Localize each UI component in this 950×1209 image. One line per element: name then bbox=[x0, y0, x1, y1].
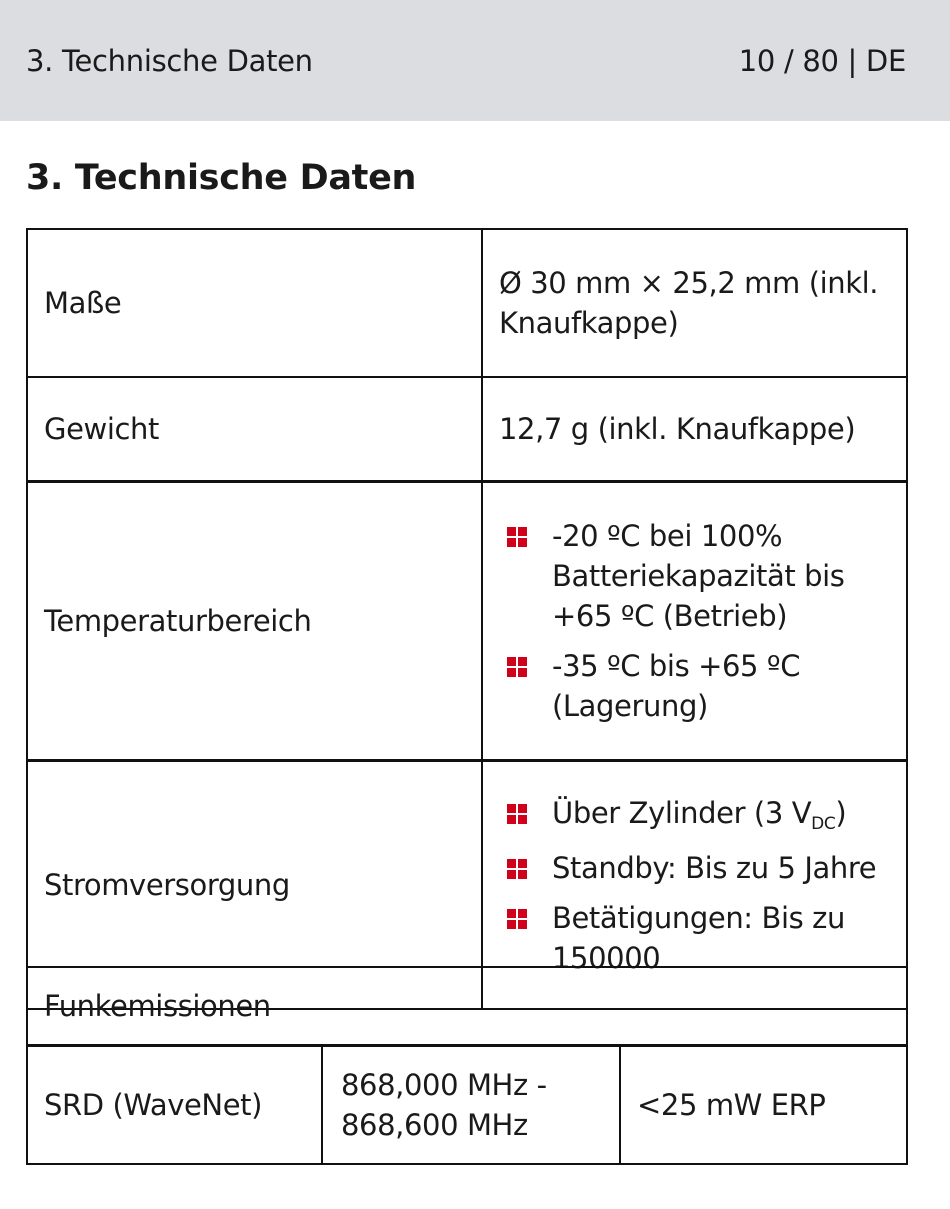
table-row bbox=[27, 1046, 907, 1165]
header-page-number: 10 / 80 | DE bbox=[738, 43, 906, 78]
list-item bbox=[499, 793, 894, 838]
red-square-bullet-icon bbox=[507, 804, 527, 824]
list-item bbox=[499, 516, 894, 636]
list-item bbox=[499, 646, 894, 726]
power-list bbox=[499, 793, 894, 978]
table-row bbox=[27, 967, 907, 1046]
temp-operation: -20 ºC bei 100% Batteriekapazität bis +65 ºC (Betrieb) bbox=[552, 519, 845, 633]
radio-heading: Funkemissionen bbox=[27, 967, 907, 1046]
red-square-bullet-icon bbox=[507, 527, 527, 547]
temp-storage: -35 ºC bis +65 ºC (Lagerung) bbox=[552, 649, 801, 723]
radio-name: SRD (WaveNet) bbox=[27, 1046, 322, 1165]
table-row bbox=[27, 482, 907, 761]
spec-table bbox=[26, 228, 908, 1010]
table-row bbox=[27, 229, 907, 377]
radio-frequency: 868,000 MHz - 868,600 MHz bbox=[322, 1046, 620, 1165]
temp-list bbox=[499, 516, 894, 726]
power-label: Stromversorgung bbox=[27, 761, 482, 1010]
radio-table bbox=[26, 966, 908, 1165]
weight-value: 12,7 g (inkl. Knaufkappe) bbox=[482, 377, 907, 482]
temp-label: Temperaturbereich bbox=[27, 482, 482, 761]
page-title: 3. Technische Daten bbox=[26, 158, 417, 198]
dc-subscript: DC bbox=[811, 813, 836, 834]
temp-value bbox=[482, 482, 907, 761]
weight-label: Gewicht bbox=[27, 377, 482, 482]
red-square-bullet-icon bbox=[507, 657, 527, 677]
red-square-bullet-icon bbox=[507, 909, 527, 929]
red-square-bullet-icon bbox=[507, 859, 527, 879]
dims-label: Maße bbox=[27, 229, 482, 377]
power-standby: Standby: Bis zu 5 Jahre bbox=[552, 850, 877, 885]
list-item bbox=[499, 848, 894, 888]
page-header bbox=[0, 0, 950, 121]
power-source: Über Zylinder (3 $V_{DC}$) bbox=[552, 795, 847, 834]
header-section: 3. Technische Daten bbox=[26, 43, 313, 78]
table-row bbox=[27, 377, 907, 482]
power-cycles: Betätigungen: Bis zu 150000 bbox=[552, 900, 845, 975]
dims-value: Ø 30 mm × 25,2 mm (inkl. Knaufkappe) bbox=[482, 229, 907, 377]
radio-power: <25 mW ERP bbox=[620, 1046, 907, 1165]
